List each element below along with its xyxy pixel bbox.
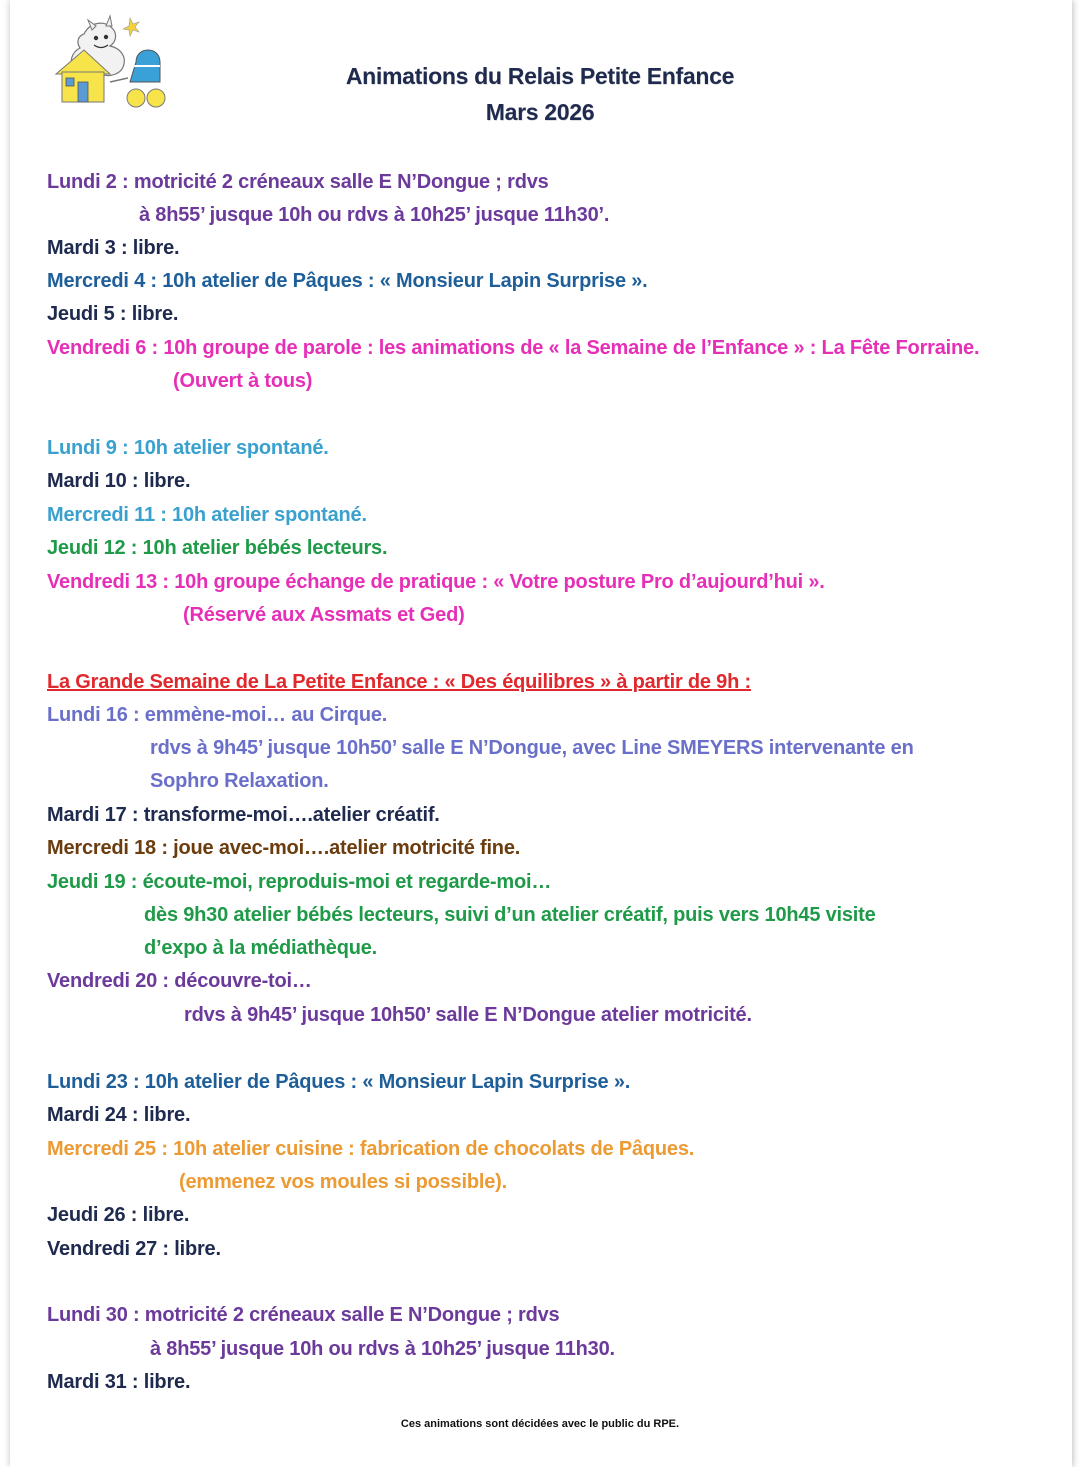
schedule-line: à 8h55’ jusque 10h ou rdvs à 10h25’ jusque 11h30. <box>150 1338 615 1360</box>
schedule-line: rdvs à 9h45’ jusque 10h50’ salle E N’Dongue atelier motricité. <box>184 1004 752 1026</box>
schedule-line: Lundi 16 : emmène-moi… au Cirque. <box>47 704 388 726</box>
schedule-line: à 8h55’ jusque 10h ou rdvs à 10h25’ jusque 11h30’. <box>139 204 610 226</box>
schedule-line: d’expo à la médiathèque. <box>144 937 378 959</box>
schedule-line: Mercredi 4 : 10h atelier de Pâques : « Monsieur Lapin Surprise ». <box>47 270 648 292</box>
schedule-line: Sophro Relaxation. <box>150 770 329 792</box>
schedule-line: Mercredi 25 : 10h atelier cuisine : fabrication de chocolats de Pâques. <box>47 1138 695 1160</box>
schedule-line: Vendredi 27 : libre. <box>47 1238 221 1260</box>
schedule-line: Jeudi 19 : écoute-moi, reproduis-moi et regarde-moi… <box>47 871 552 893</box>
schedule-line: dès 9h30 atelier bébés lecteurs, suivi d’un atelier créatif, puis vers 10h45 visite <box>144 904 876 926</box>
schedule-line: Jeudi 26 : libre. <box>47 1204 190 1226</box>
title-line-2: Mars 2026 <box>485 99 595 125</box>
schedule-line: Mardi 3 : libre. <box>47 237 180 259</box>
schedule-line: Mardi 10 : libre. <box>47 470 191 492</box>
schedule-line: Lundi 9 : 10h atelier spontané. <box>47 437 329 459</box>
schedule-line: Lundi 30 : motricité 2 créneaux salle E N’Dongue ; rdvs <box>47 1304 560 1326</box>
schedule-line: Jeudi 5 : libre. <box>47 303 179 325</box>
schedule-line: Mercredi 18 : joue avec-moi….atelier motricité fine. <box>47 837 521 859</box>
schedule-line: (Réservé aux Assmats et Ged) <box>183 604 465 626</box>
section-heading: La Grande Semaine de La Petite Enfance : « Des équilibres » à partir de 9h : <box>47 671 751 693</box>
title-line-1: Animations du Relais Petite Enfance <box>345 63 735 89</box>
schedule-line: Vendredi 13 : 10h groupe échange de pratique : « Votre posture Pro d’aujourd’hui ». <box>47 571 825 593</box>
schedule-line: Vendredi 6 : 10h groupe de parole : les animations de « la Semaine de l’Enfance » : La Fête Forraine. <box>47 337 980 359</box>
schedule-line: (emmenez vos moules si possible). <box>179 1171 507 1193</box>
page-title <box>0 58 1080 130</box>
schedule-line: Vendredi 20 : découvre-toi… <box>47 970 312 992</box>
footer-note: Ces animations sont décidées avec le public du RPE. <box>400 1418 680 1430</box>
schedule-line: Mardi 31 : libre. <box>47 1371 191 1393</box>
schedule-line: Mardi 17 : transforme-moi….atelier créatif. <box>47 804 440 826</box>
schedule-line: Jeudi 12 : 10h atelier bébés lecteurs. <box>47 537 388 559</box>
schedule-line: (Ouvert à tous) <box>173 370 313 392</box>
schedule-line: rdvs à 9h45’ jusque 10h50’ salle E N’Dongue, avec Line SMEYERS intervenante en <box>150 737 914 759</box>
schedule-line: Lundi 2 : motricité 2 créneaux salle E N’Dongue ; rdvs <box>47 171 549 193</box>
schedule-line: Mardi 24 : libre. <box>47 1104 191 1126</box>
schedule-line: Lundi 23 : 10h atelier de Pâques : « Monsieur Lapin Surprise ». <box>47 1071 631 1093</box>
schedule-line: Mercredi 11 : 10h atelier spontané. <box>47 504 367 526</box>
